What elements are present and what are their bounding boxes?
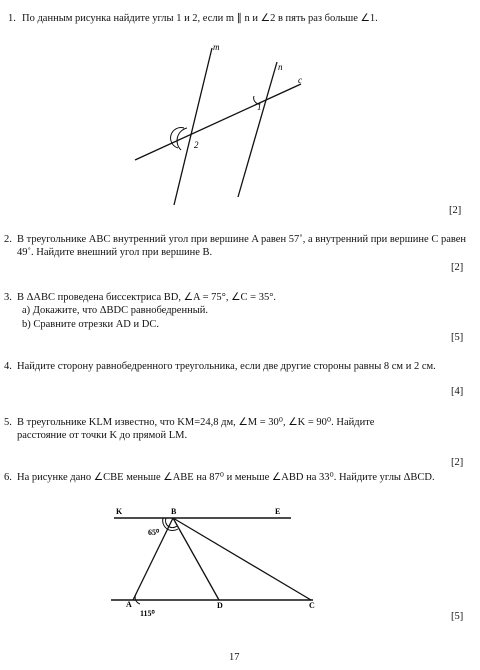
problem-2-number: 2. (4, 234, 12, 245)
angle-b-value: 65⁰ (148, 528, 160, 537)
point-a-label: A (126, 600, 132, 609)
problem-6-score: [5] (451, 611, 464, 622)
point-b-label: B (171, 507, 177, 516)
problem-6-number: 6. (4, 472, 12, 483)
problem-6-text: На рисунке дано ∠CBE меньше ∠ABE на 87⁰ и меньше ∠ABD на 33⁰. Найдите углы ΔBCD. (17, 472, 435, 483)
problem-3-text: В ΔABC проведена биссектриса BD, ∠A = 75°, ∠C = 35°. (17, 292, 277, 303)
point-c-label: C (309, 601, 315, 610)
line-n-label: n (278, 62, 283, 72)
line-m-label: m (213, 42, 220, 52)
angle-1-label: 1 (257, 102, 262, 112)
line-c-label: c (298, 75, 302, 85)
problem-4-score: [4] (451, 386, 464, 397)
problem-2-text: В треугольнике ABC внутренний угол при вершине A равен 57˚, а внутренний при вершине C равен 49˚. Найдите внешний угол при вершине B. (17, 234, 467, 258)
problem-3-sub-b: b) Сравните отрезки AD и DC. (22, 319, 159, 330)
problem-5-score: [2] (451, 457, 464, 468)
problem-2-score: [2] (451, 262, 464, 273)
problem-1-number: 1. (8, 13, 16, 24)
problem-1-text: По данным рисунка найдите углы 1 и 2, если m ∥ n и ∠2 в пять раз больше ∠1. (22, 13, 378, 24)
problem-4-text: Найдите сторону равнобедренного треугольника, если две другие стороны равны 8 см и 2 см. (17, 361, 436, 372)
problem-1-score: [2] (449, 205, 462, 216)
problem-3-sub-a: a) Докажите, что ΔBDC равнобедренный. (22, 305, 208, 316)
problem-5-number: 5. (4, 417, 12, 428)
point-k-label: K (116, 507, 123, 516)
angle-a-value: 115⁰ (140, 609, 155, 618)
angle-2-label: 2 (194, 140, 199, 150)
point-d-label: D (217, 601, 223, 610)
problem-3-number: 3. (4, 292, 12, 303)
segment-bc (173, 518, 311, 600)
point-e-label: E (275, 507, 281, 516)
page-number: 17 (229, 652, 240, 663)
angle-a-arc (135, 594, 140, 604)
problem-3-score: [5] (451, 332, 464, 343)
problem-5-text: В треугольнике KLM известно, что KM=24,8 дм, ∠M = 30⁰, ∠K = 90⁰. Найдите расстояние от точки K до прямой LM. (17, 417, 375, 441)
segment-bd (173, 518, 219, 600)
problem-4-number: 4. (4, 361, 12, 372)
